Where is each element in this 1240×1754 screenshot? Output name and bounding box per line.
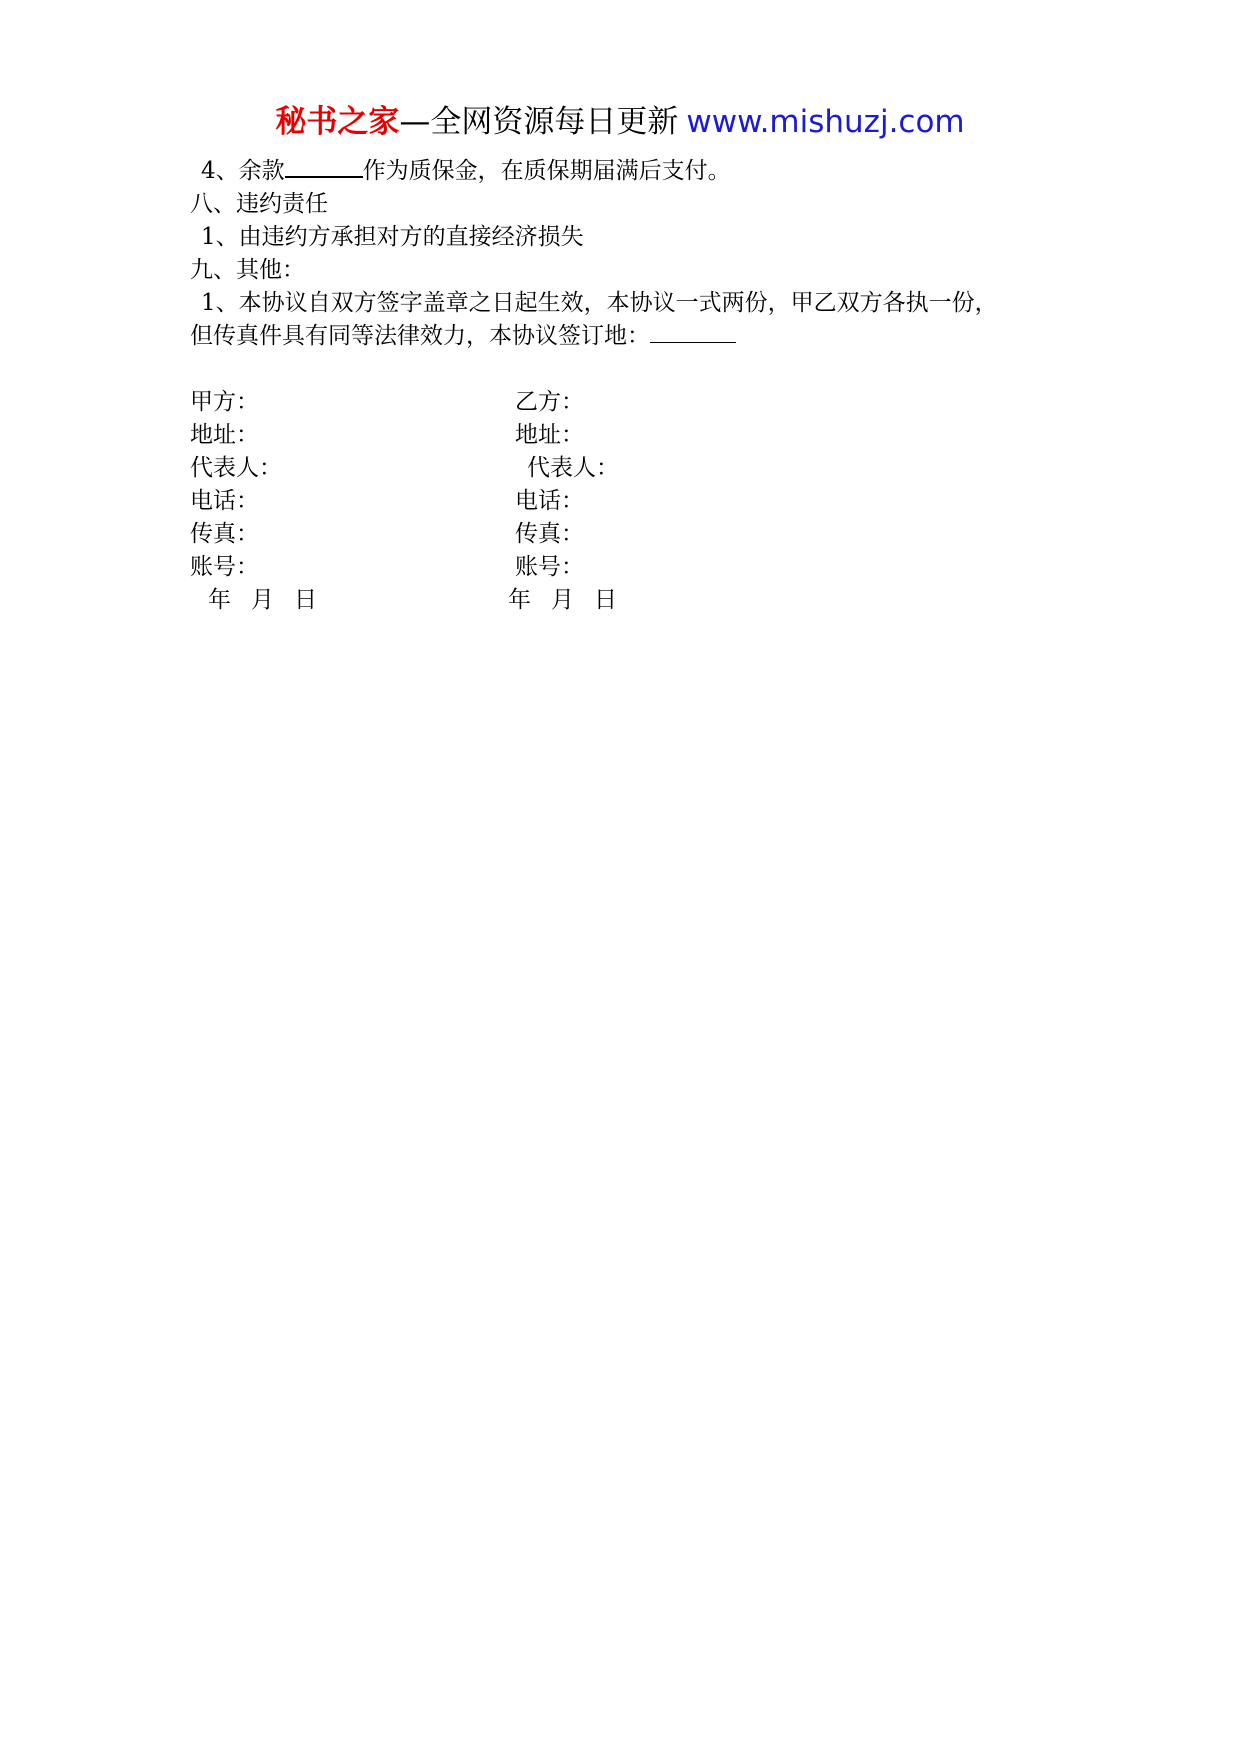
signature-row-account bbox=[190, 551, 1070, 584]
agreement-body bbox=[190, 155, 1070, 617]
party-b-date bbox=[508, 584, 617, 617]
section-9-item-1-line-1: 1、本协议自双方签字盖章之日起生效，本协议一式两份，甲乙双方各执一份， bbox=[201, 290, 998, 316]
site-banner bbox=[0, 100, 1240, 144]
banner-tagline: —全网资源每日更新 bbox=[399, 104, 679, 140]
party-a-day-label: 日 bbox=[294, 587, 317, 613]
signature-row-party bbox=[190, 386, 1070, 419]
item4-prefix: 4、余款 bbox=[201, 158, 285, 184]
party-b-phone-label: 电话： bbox=[515, 488, 584, 514]
signing-place-label: 但传真件具有同等法律效力，本协议签订地： bbox=[190, 323, 650, 349]
party-a-phone-label: 电话： bbox=[190, 488, 259, 514]
signature-row-phone bbox=[190, 485, 1070, 518]
party-a-label: 甲方： bbox=[190, 389, 259, 415]
spacer bbox=[190, 353, 1070, 386]
party-a-date bbox=[208, 584, 317, 617]
section-9-title: 九、其他： bbox=[190, 257, 305, 283]
party-b-account-label: 账号： bbox=[515, 554, 584, 580]
signature-row-fax bbox=[190, 518, 1070, 551]
party-b-year-label: 年 bbox=[508, 587, 531, 613]
party-b-address-label: 地址： bbox=[515, 422, 584, 448]
party-a-account-label: 账号： bbox=[190, 554, 259, 580]
party-a-month-label: 月 bbox=[251, 587, 274, 613]
party-a-rep-label: 代表人： bbox=[190, 455, 282, 481]
signature-row-address bbox=[190, 419, 1070, 452]
item4-suffix: 作为质保金，在质保期届满后支付。 bbox=[362, 158, 731, 184]
section-8-title: 八、违约责任 bbox=[190, 191, 328, 217]
party-b-month-label: 月 bbox=[551, 587, 574, 613]
signature-row-representative bbox=[190, 452, 1070, 485]
signing-place-blank bbox=[650, 322, 736, 343]
party-b-fax-label: 传真： bbox=[515, 521, 584, 547]
party-a-address-label: 地址： bbox=[190, 422, 259, 448]
clause-item-4 bbox=[190, 155, 1070, 188]
signature-row-date bbox=[190, 584, 1070, 617]
party-a-fax-label: 传真： bbox=[190, 521, 259, 547]
section-8-item-1: 1、由违约方承担对方的直接经济损失 bbox=[201, 224, 584, 250]
section-9-item-1-line-2 bbox=[190, 320, 1070, 353]
retention-amount-blank bbox=[285, 156, 363, 178]
party-a-year-label: 年 bbox=[208, 587, 231, 613]
party-b-rep-label: 代表人： bbox=[527, 455, 619, 481]
party-b-day-label: 日 bbox=[594, 587, 617, 613]
party-b-label: 乙方： bbox=[515, 389, 584, 415]
brand-name: 秘书之家 bbox=[275, 104, 400, 140]
site-url-link[interactable]: www.mishuzj.com bbox=[686, 104, 965, 140]
